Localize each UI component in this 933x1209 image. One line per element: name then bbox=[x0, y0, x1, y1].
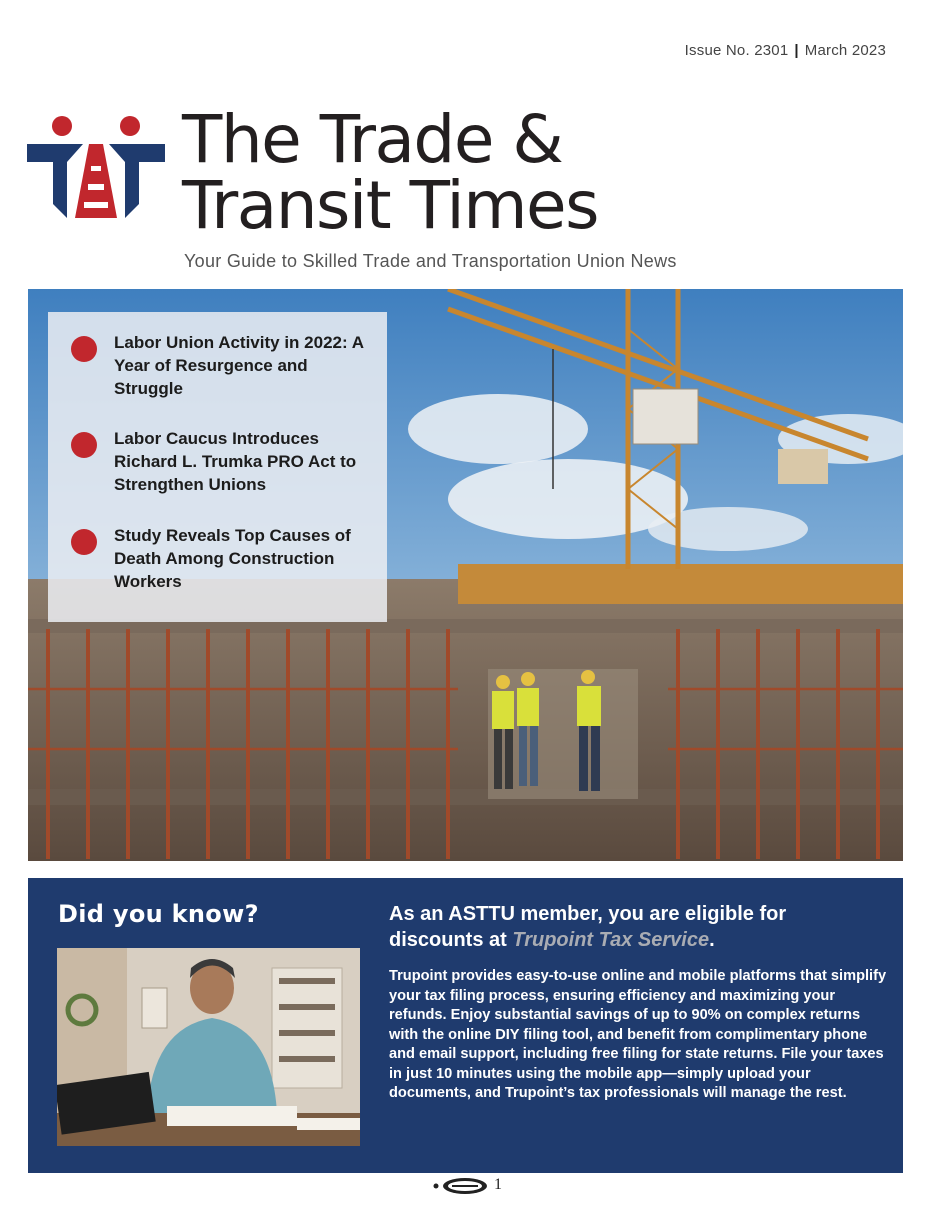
cover-headlines-panel bbox=[48, 312, 387, 622]
headline-text: Study Reveals Top Causes of Death Among Construction Workers bbox=[114, 526, 351, 591]
promo-photo-man-with-tablet bbox=[57, 948, 360, 1146]
headline-text: Labor Caucus Introduces Richard L. Trumka PRO Act to Strengthen Unions bbox=[114, 429, 357, 494]
title-line-1: The Trade & bbox=[182, 101, 563, 178]
promo-box bbox=[28, 878, 903, 1173]
title-line-2: Transit Times bbox=[182, 167, 599, 244]
bullet-dot-icon bbox=[71, 336, 97, 362]
promo-body-text: Trupoint provides easy-to-use online and mobile platforms that simplify your tax filing process, ensuring efficiency and maximizing your refunds. Enjoy substantial savings of up to 90% on complex returns with the online DIY filing tool, and benefit from complimentary phone and email support, including free filing for state returns. File your taxes in just 10 minutes using the mobile app—simply upload your documents, and Trupoint’s tax professionals will manage the rest. bbox=[389, 968, 887, 1101]
tat-logo bbox=[27, 114, 165, 222]
promo-brand-name: Trupoint Tax Service bbox=[512, 929, 710, 951]
promo-lead-end: . bbox=[709, 929, 715, 951]
bullet-dot-icon bbox=[71, 529, 97, 555]
issue-info bbox=[685, 42, 886, 59]
masthead-tagline: Your Guide to Skilled Trade and Transportation Union News bbox=[184, 251, 677, 271]
bullet-dot-icon bbox=[71, 432, 97, 458]
issue-separator: | bbox=[794, 42, 799, 59]
headline-text: Labor Union Activity in 2022: A Year of Resurgence and Struggle bbox=[114, 333, 364, 398]
union-bug-icon bbox=[432, 1176, 492, 1196]
promo-lead-text: As an ASTTU member, you are eligible for discounts at bbox=[389, 903, 787, 951]
masthead-title bbox=[182, 101, 599, 244]
issue-date: March 2023 bbox=[804, 42, 886, 59]
promo-heading: Did you know? bbox=[58, 900, 259, 928]
issue-number: Issue No. 2301 bbox=[684, 42, 789, 59]
promo-lead bbox=[389, 901, 879, 953]
page-footer bbox=[432, 1175, 512, 1197]
page-number: 1 bbox=[494, 1176, 502, 1193]
